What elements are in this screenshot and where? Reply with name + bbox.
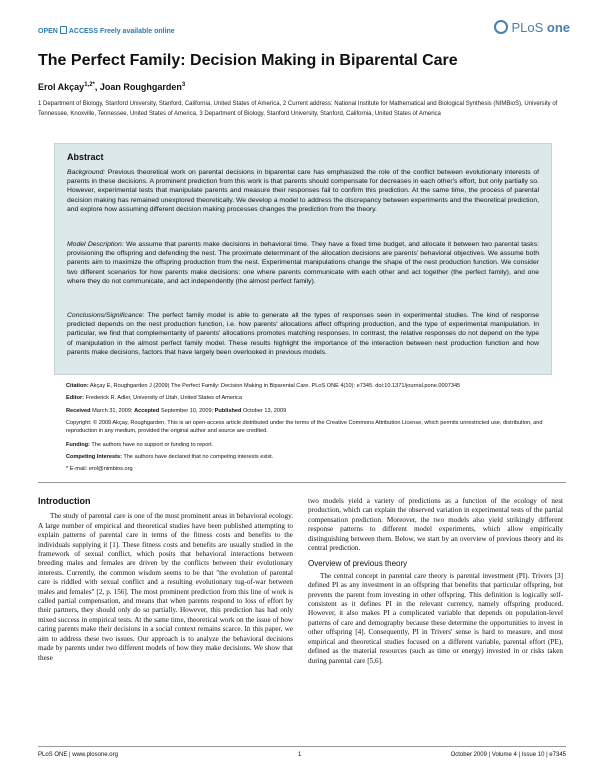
introduction-heading: Introduction — [38, 496, 91, 506]
competing-interests: Competing Interests: The authors have declared that no competing interests exist. — [66, 454, 274, 460]
dates: Received March 31, 2009; Accepted September 10, 2009; Published October 13, 2009 — [66, 408, 287, 414]
access-label: ACCESS — [68, 28, 99, 35]
intro-paragraph: The study of parental care is one of the most prominent areas in behavioral ecology. A large number of empirical and theoretical studies have been published attempting to explain patterns of parental care in terms of the fitness costs and benefits to the individuals supplying it [1]. These fitness costs and benefits are usually studied in the framework of sexual conflict, which posits that behavioral interactions between breeding males and females are driven by the conflicts between their evolutionary interests. Currently, the common wisdom seems to be that "the evolution of parental care is riddled with sexual conflict and a resulting evolutionary tug-of-war between males and females" [2, p. 156]. The most prominent prediction from this line of work is called partial compensation, and means that when parents respond to loss of effort by their partners, they should only do so partially. However, this prediction has had only mixed success in empirical tests. At the same time, theoretical work on the issue of how caring parents make their decisions in a social context remains scarce. In this paper, we aim to address these two issues. Our approach is to analyze the behavioral decisions made by parents under two different models of how they make decisions. We show that these — [38, 512, 293, 662]
open-label: OPEN — [38, 28, 58, 35]
authors: Erol Akçay$^{1,2*}$, Joan Roughgarden$^3$ — [38, 82, 186, 92]
footer-issue: October 2009 | Volume 4 | Issue 10 | e7345 — [450, 752, 566, 758]
overview-paragraph: The central concept in parental care theory is parental investment (PI). Trivers [3] defined PI as any investment in an offspring that benefits that particular offspring, but prevents the parent from investing in other offspring. This definition is logically self-consistent as it defines PI in the relevant currency, namely offspring produced. However, it also makes PI a complicated variable that depends on population-level patterns of care and demography because these determine the opportunities to invest in other offspring [4]. Consequently, PI in Trivers' sense is hard to measure, and most empirical and theoretical studies focused on a different variable, parental effort (PE), defined as the material resources (such as time or energy) invested in or risks taken during parental care [5,6]. — [308, 571, 563, 665]
email: * E-mail: erol@nimbios.org — [66, 466, 133, 472]
citation: Citation: Akçay E, Roughgarden J (2009) The Perfect Family: Decision Making in Biparental Care. PLoS ONE 4(10): e7345. doi:10.1371/journal.pone.0007345 — [66, 383, 461, 389]
abstract-conclusions: Conclusions/Significance: The perfect family model is able to generate all the types of responses seen in experimental studies. The kind of response predicted depends on the nest production function, i.e. how parents' allocations affect offspring production, and the type of experimental manipulation. In particular, we find that complementarity of parents' allocations promotes matching responses. In contrast, the relative responses do not depend on the type of manipulation in the almost perfect family model. These results highlight the importance of the interaction between nest production function and how parents make decisions, factors that have largely been overlooked in previous models. — [67, 312, 539, 356]
affiliations: 1 Department of Biology, Stanford University, Stanford, California, United States of America, 2 Current address: National Institute for Mathematical and Biological Synthesis (NIMBioS), University of Tennessee, Knoxville, Tennessee, United States of America, 3 Department of Biology, Stanford University, Stanford, California, United States of America — [38, 101, 558, 117]
freely-available-label: Freely available online — [99, 28, 175, 35]
open-access-banner — [38, 26, 175, 35]
editor: Editor: Frederick R. Adler, University of Utah, United States of America — [66, 395, 242, 401]
divider — [38, 482, 566, 483]
abstract-heading: Abstract — [67, 152, 104, 162]
copyright: Copyright: © 2009 Akçay, Roughgarden. This is an open-access article distributed under the terms of the Creative Commons Attribution License, which permits unrestricted use, distribution, and reproduction in any medium, provided the original author and source are credited. — [66, 420, 543, 434]
abstract-box — [54, 143, 552, 375]
footer-journal: PLoS ONE | www.plosone.org — [38, 752, 118, 758]
footer-divider — [38, 746, 566, 747]
lock-icon — [60, 26, 67, 34]
right-column — [308, 497, 563, 666]
overview-heading: Overview of previous theory — [308, 559, 408, 569]
page-number: 1 — [298, 752, 302, 758]
abstract-model-description: Model Description: We assume that parents make decisions in behavioral time. They have a fixed time budget, and allocate it between two parental tasks: provisioning the offspring and defending the nest. The proximate determinant of the allocation decisions are parents' behavioral objectives. We assume both parents aim to maximize the offspring production from the nest. Experimental manipulations change the shape of the nest production function. We consider two different scenarios for how parents make decisions: one where parents communicate with each other and act together (the perfect family), and one where they do not communicate, and act independently (the almost perfect family). — [67, 241, 539, 285]
left-column — [38, 497, 293, 663]
article-title: The Perfect Family: Decision Making in Biparental Care — [38, 52, 458, 69]
abstract-background: Background: Previous theoretical work on parental decisions in biparental care has emphasized the role of the conflict between evolutionary interests of parents in these decisions. A prominent prediction from this work is that parents should compensate for decreases in each other's effort, but only partially so. However, experimental tests that manipulate parents and measure their responses fail to confirm this prediction. At the same time, the process of parental decision making has remained unexplored theoretically. We develop a model to address the discrepancy between experiments and the theoretical prediction, and explore how assuming different decision making processes changes the prediction from the theory. — [67, 169, 539, 213]
plos-one-logo: PLoS one — [494, 20, 570, 35]
plos-ring-icon — [494, 20, 508, 34]
funding: Funding: The authors have no support or funding to report. — [66, 442, 214, 448]
intro-continued: two models yield a variety of predictions as a function of the ecology of nest production, which can explain the observed variation in experimental tests of the partial compensation prediction. Moreover, the two models also yield strikingly different response patterns to different model experiments, which allow empirically distinguishing between them. Below, we start by an overview of previous theory and its central prediction. — [308, 497, 563, 553]
